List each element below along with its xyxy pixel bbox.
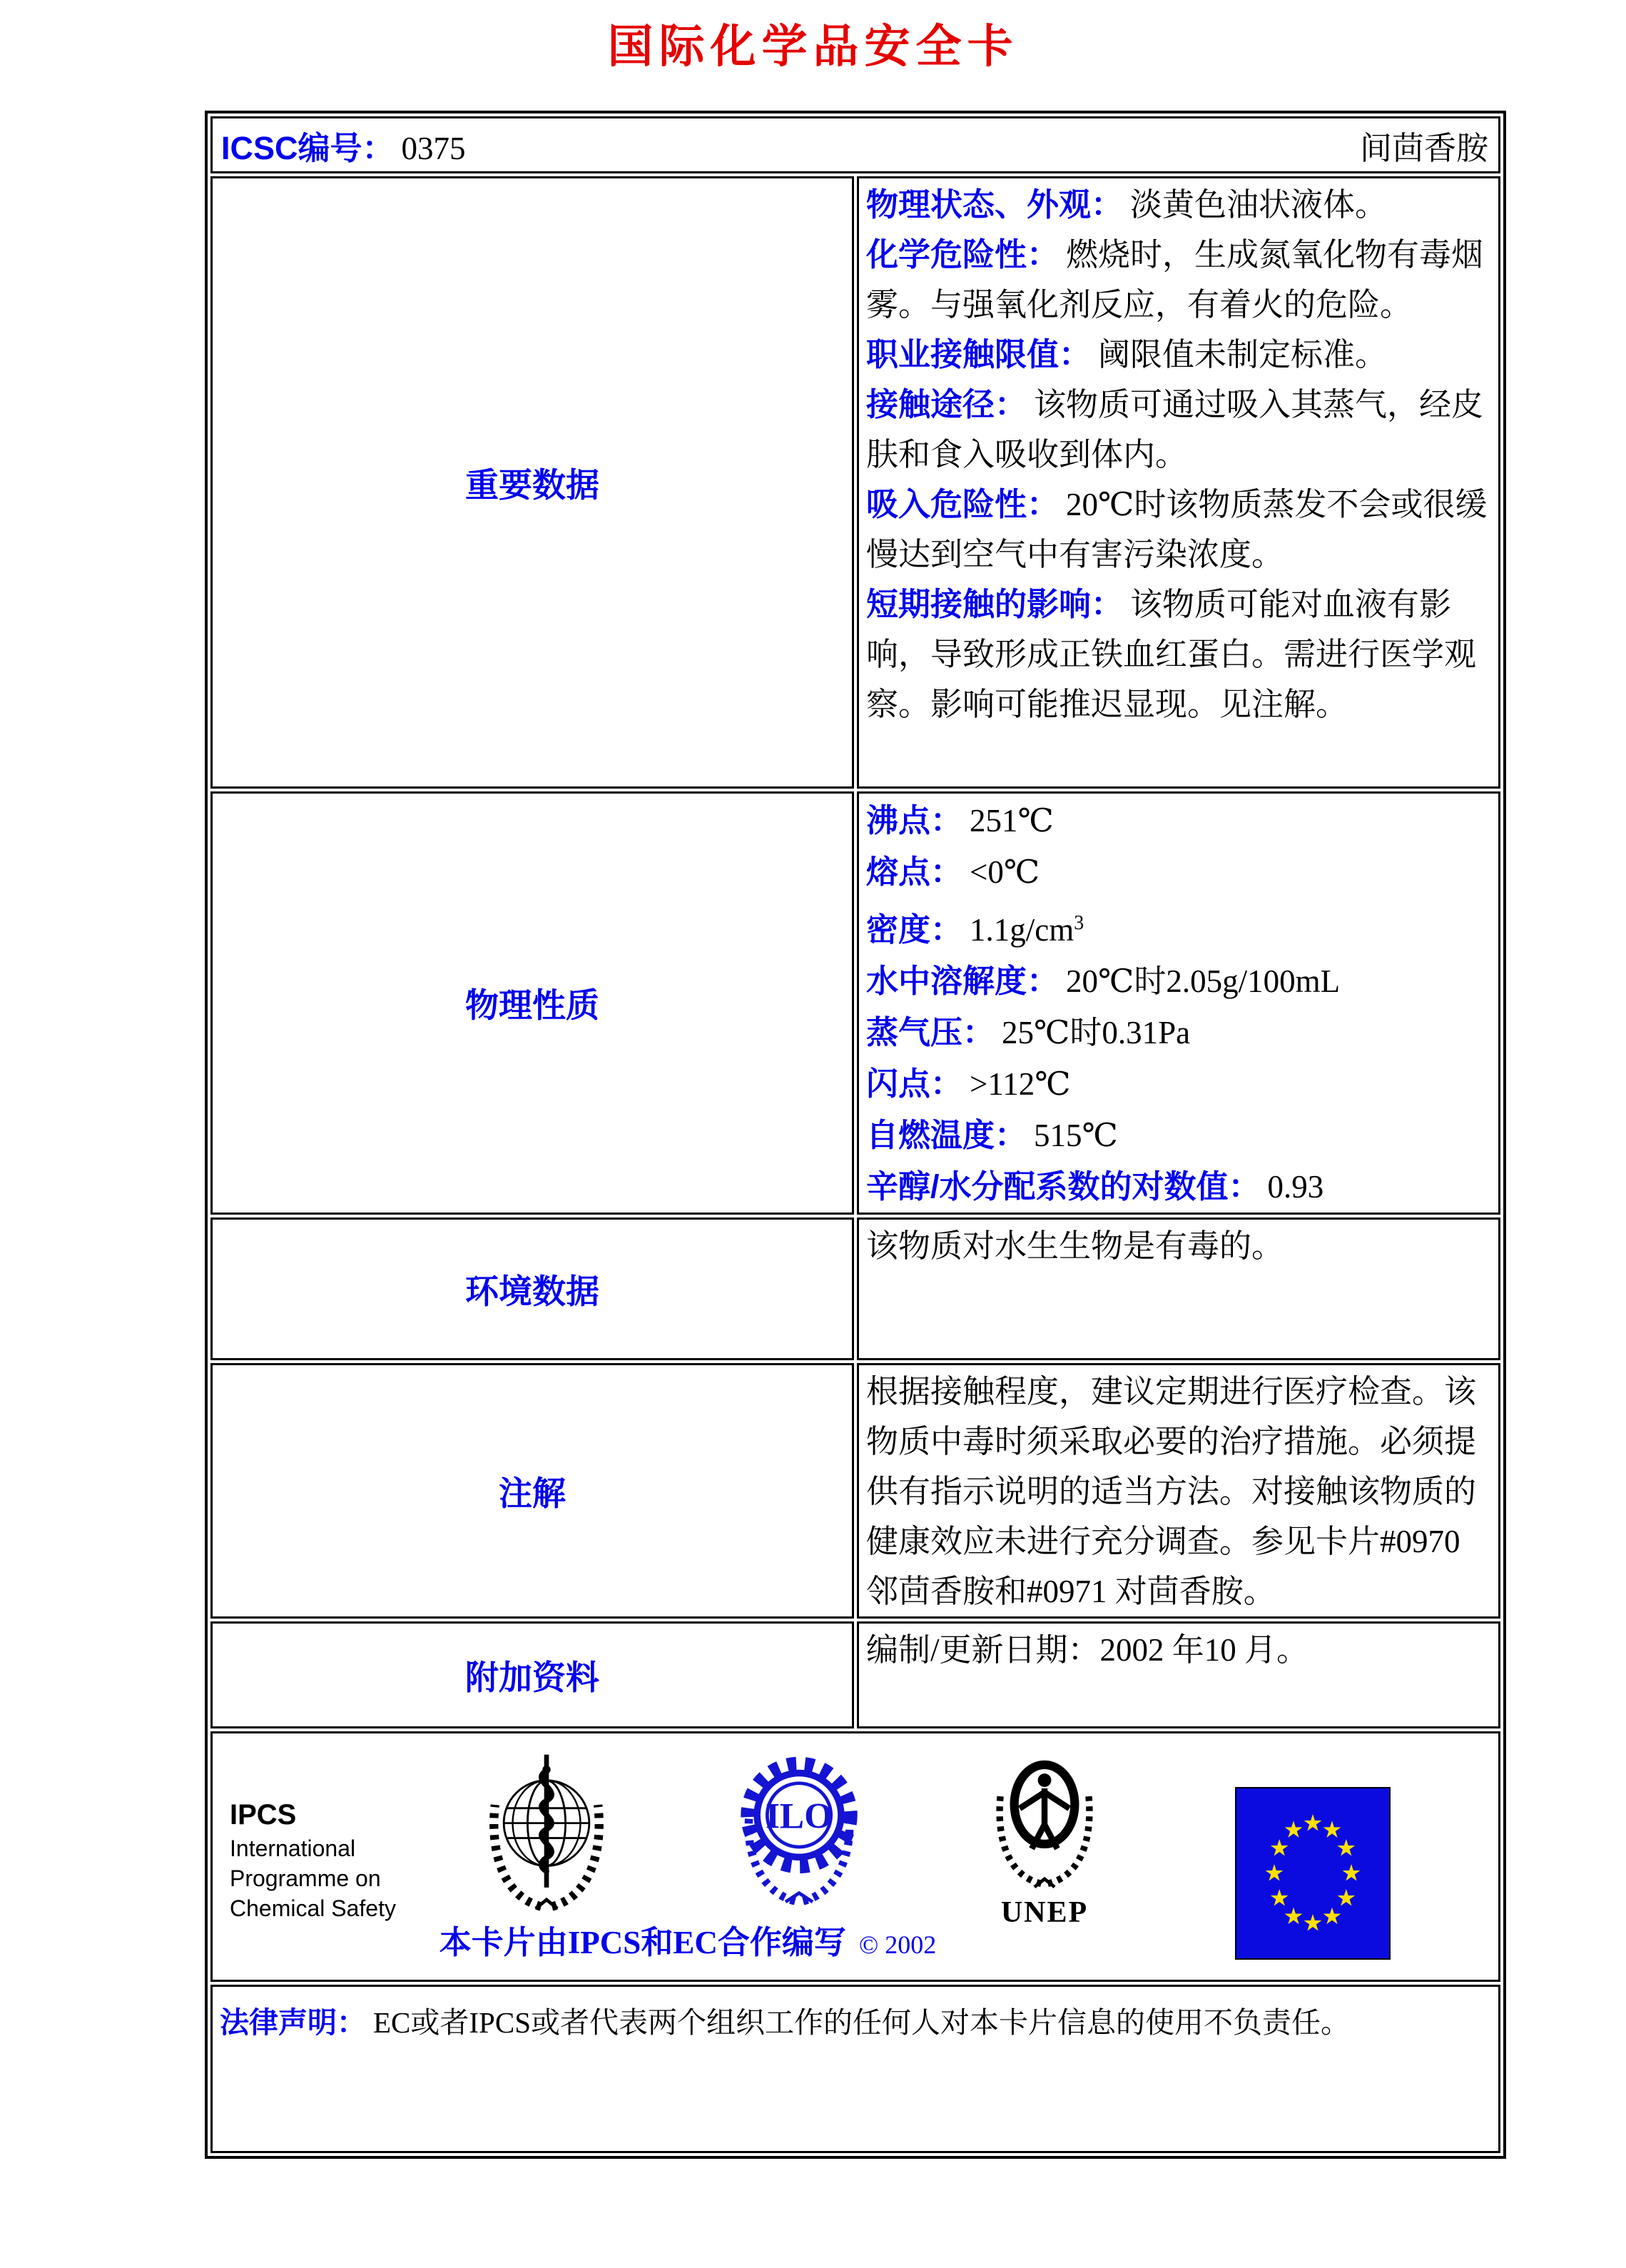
legal-cell (210, 1985, 1500, 2153)
property-line: 密度： $1.1g/cm^3$ (866, 911, 1084, 948)
icsc-number-label: ICSC编号： (221, 129, 395, 166)
ilo-logo-icon (731, 1749, 867, 1913)
property-line: 闪点： >112℃ (866, 1065, 1071, 1102)
data-item: 接触途径： 该物质可通过吸入其蒸气，经皮肤和食入吸收到体内。 (866, 386, 1484, 472)
section-label-environmental-data: 环境数据 (210, 1217, 854, 1360)
logos-cell (210, 1731, 1500, 1982)
data-item: 编制/更新日期：2002 年10 月。 (866, 1632, 1309, 1668)
section-label-additional-info: 附加资料 (210, 1621, 854, 1728)
ipcs-text-block: IPCS International Programme on Chemical Safety (230, 1796, 396, 1923)
data-item: 根据接触程度，建议定期进行医疗检查。该物质中毒时须采取必要的治疗措施。必须提供有指示说明的适当方法。对接触该物质的健康效应未进行充分调查。参见卡片#0970 邻茴香胺和#0971 对茴香胺。 (866, 1374, 1477, 1609)
icsc-number-value: 0375 (401, 130, 466, 166)
section-label-physical-properties: 物理性质 (210, 791, 854, 1215)
icsc-card-table (205, 111, 1506, 2159)
property-line: 自燃温度： 515℃ (866, 1117, 1118, 1153)
header-cell (210, 116, 1500, 173)
superscript: 3 (1074, 912, 1084, 934)
additional-info-content (857, 1621, 1500, 1728)
environmental-data-content (857, 1217, 1500, 1360)
data-item: 物理状态、外观： 淡黄色油状液体。 (866, 186, 1388, 223)
unep-label: UNEP (1000, 1896, 1089, 1929)
notes-row (210, 1363, 1500, 1619)
notes-content (857, 1363, 1500, 1619)
legal-row (210, 1985, 1500, 2153)
data-item: 职业接触限值： 阈限值未制定标准。 (866, 336, 1388, 373)
property-line: 蒸气压： 25℃时0.31Pa (866, 1014, 1191, 1051)
legal-label: 法律声明： (220, 2006, 366, 2039)
eu-flag-icon (1235, 1787, 1391, 1968)
environmental-data-row (210, 1217, 1500, 1360)
data-item: 该物质对水生生物是有毒的。 (866, 1228, 1284, 1264)
chemical-name: 间茴香胺 (1359, 130, 1488, 166)
additional-info-row (210, 1621, 1500, 1728)
copyright: © 2002 (858, 1930, 937, 1959)
important-data-row (210, 176, 1500, 789)
property-line: 沸点： 251℃ (866, 802, 1054, 839)
logos-row (210, 1731, 1500, 1982)
important-data-content (857, 176, 1500, 789)
who-logo-icon (479, 1748, 614, 1923)
data-item: 吸入危险性： 20℃时该物质蒸发不会或很缓慢达到空气中有害污染浓度。 (866, 486, 1488, 572)
section-label-important-data: 重要数据 (210, 176, 854, 789)
unep-logo-icon (984, 1749, 1105, 1930)
data-item: 短期接触的影响： 该物质可能对血液有影响，导致形成正铁血红蛋白。需进行医学观察。影响可能推迟显现。见注解。 (866, 586, 1477, 722)
cooperation-caption: 本卡片由IPCS和EC合作编写 © 2002 (439, 1925, 937, 1960)
ilo-letters: ILO (765, 1796, 833, 1837)
icsc-number-group (221, 122, 466, 168)
property-line: 水中溶解度： 20℃时2.05g/100mL (866, 963, 1341, 999)
physical-properties-content (857, 791, 1500, 1215)
physical-properties-row (210, 791, 1500, 1215)
page-title: 国际化学品安全卡 (607, 21, 1019, 72)
data-item: 化学危险性： 燃烧时，生成氮氧化物有毒烟雾。与强氧化剂反应，有着火的危险。 (866, 236, 1484, 323)
ipcs-acronym: IPCS (230, 1799, 297, 1831)
header-row (210, 116, 1500, 173)
legal-notice (220, 2001, 1490, 2044)
legal-text: EC或者IPCS或者代表两个组织工作的任何人对本卡片信息的使用不负责任。 (373, 2006, 1350, 2039)
property-line: 熔点： <0℃ (866, 854, 1040, 890)
property-line: 辛醇/水分配系数的对数值： 0.93 (866, 1168, 1324, 1205)
section-label-notes: 注解 (210, 1363, 854, 1619)
